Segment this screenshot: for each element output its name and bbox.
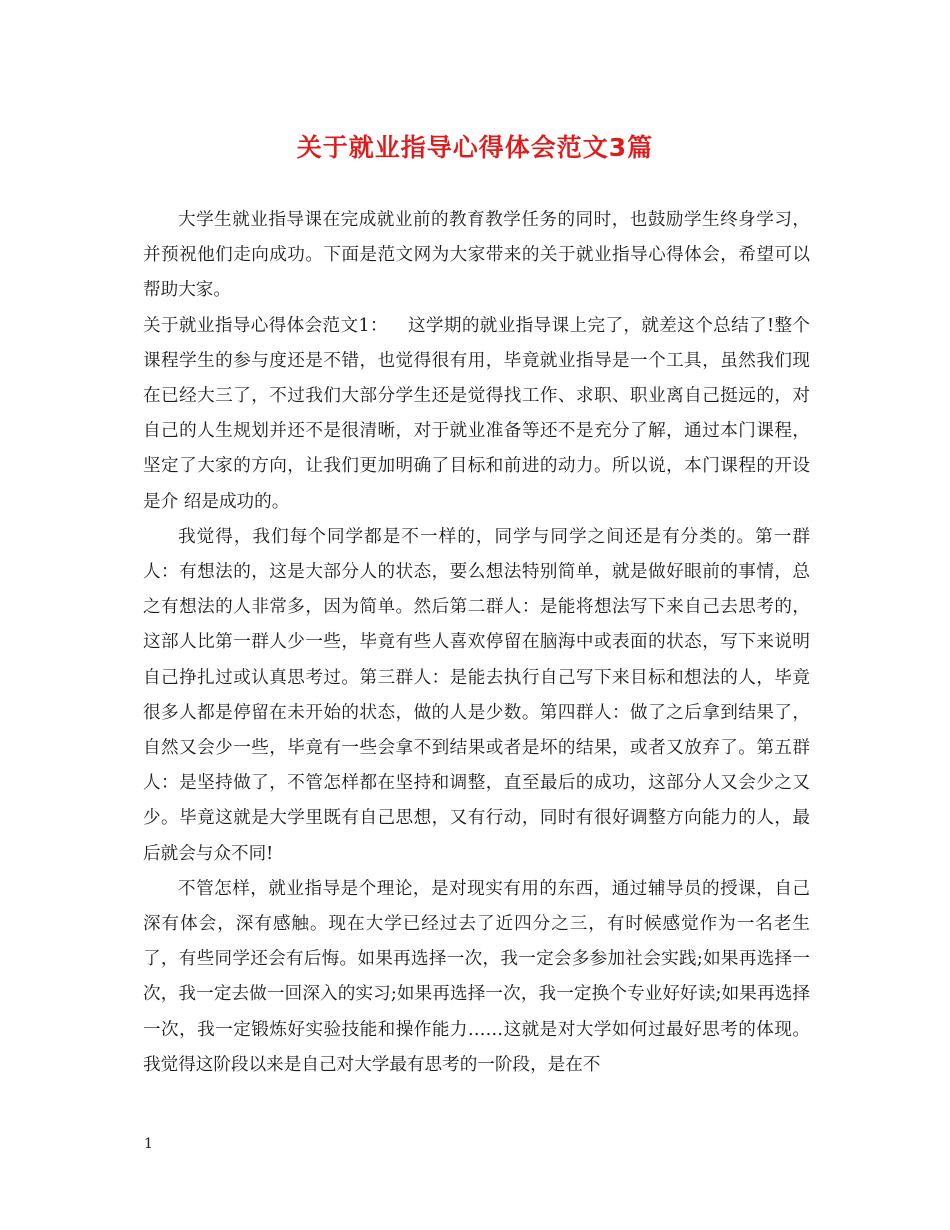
- essay-1-heading: 关于就业指导心得体会范文1：: [143, 315, 388, 336]
- document-body: [143, 203, 810, 1083]
- essay-1-paragraph-2: 我觉得，我们每个同学都是不一样的，同学与同学之间还是有分类的。第一群人：有想法的，这是大部分人的状态，要么想法特别简单，就是做好眼前的事情，总之有想法的人非常多，因为简单。然后第二群人：是能将想法写下来自己去思考的，这部人比第一群人少一些，毕竟有些人喜欢停留在脑海中或表面的状态，写下来说明自己挣扎过或认真思考过。第三群人：是能去执行自己写下来目标和想法的人，毕竟很多人都是停留在未开始的状态，做的人是少数。第四群人：做了之后拿到结果了，自然又会少一些，毕竟有一些会拿不到结果或者是坏的结果，或者又放弃了。第五群人：是坚持做了，不管怎样都在坚持和调整，直至最后的成功，这部分人又会少之又少。毕竟这就是大学里既有自己思想，又有行动，同时有很好调整方向能力的人，最后就会与众不同!: [143, 526, 810, 864]
- intro-paragraph: 大学生就业指导课在完成就业前的教育教学任务的同时，也鼓励学生终身学习，并预祝他们走向成功。下面是范文网为大家带来的关于就业指导心得体会，希望可以帮助大家。: [143, 210, 810, 301]
- page-number: 1: [144, 1136, 153, 1152]
- essay-1-paragraph-3: 不管怎样，就业指导是个理论，是对现实有用的东西，通过辅导员的授课，自己深有体会，深有感触。现在大学已经过去了近四分之三，有时候感觉作为一名老生了，有些同学还会有后悔。如果再选择一次，我一定会多参加社会实践;如果再选择一次，我一定去做一回深入的实习;如果再选择一次，我一定换个专业好好读;如果再选择一次，我一定锻炼好实验技能和操作能力……这就是对大学如何过最好思考的体现。我觉得这阶段以来是自己对大学最有思考的一阶段，是在不: [143, 878, 810, 1075]
- essay-1-opening-paragraph: [143, 309, 810, 520]
- essay-1-opening-text: 这学期的就业指导课上完了，就差这个总结了!整个课程学生的参与度还是不错，也觉得很有用，毕竟就业指导是一个工具，虽然我们现在已经大三了，不过我们大部分学生还是觉得找工作、求职、职业离自己挺远的，对自己的人生规划并还不是很清晰，对于就业准备等还不是充分了解，通过本门课程，坚定了大家的方向，让我们更加明确了目标和前进的动力。所以说，本门课程的开设是介 绍是成功的。: [143, 315, 810, 512]
- document-title: 关于就业指导心得体会范文3篇: [296, 133, 654, 162]
